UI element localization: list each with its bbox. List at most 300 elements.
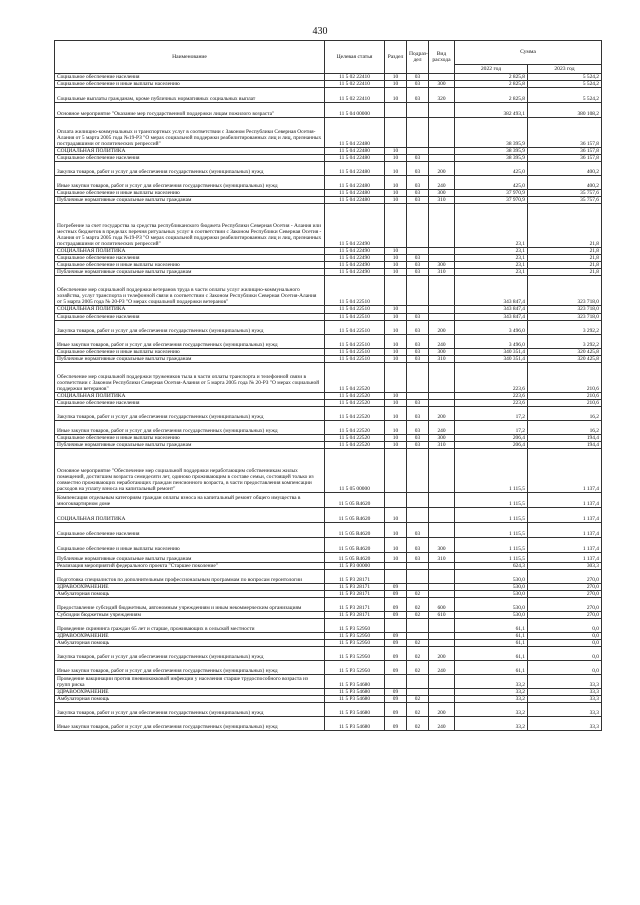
row-target-article: 11 5 04 22510 — [325, 334, 385, 348]
row-subsection: 03 — [407, 313, 429, 320]
row-name: Обеспечение мер социальной поддержки тружеников тыла в части оплаты транспорта и телефонной связи в соответствии с Законом Республики Северная Осетия-Алания от 5 марта 2005 года № 20-РЗ "О мерах социальной поддержки ветеранов" — [55, 362, 325, 392]
row-subsection: 03 — [407, 162, 429, 176]
row-sum-2023: 35 757,6 — [528, 190, 602, 197]
row-subsection: 03 — [407, 190, 429, 197]
table-row — [55, 406, 602, 420]
table-row — [55, 255, 602, 262]
row-target-article: 11 5 02 22410 — [325, 88, 385, 103]
table-row — [55, 306, 602, 313]
row-expense-type: 310 — [429, 269, 455, 276]
row-target-article: 11 5 P3 54680 — [325, 703, 385, 717]
header-subsection: Подраз-дел — [407, 41, 429, 74]
row-sum-2023: 270,0 — [528, 597, 602, 611]
budget-table — [54, 40, 602, 731]
row-target-article: 11 5 P3 28171 — [325, 590, 385, 597]
row-name: Амбулаторная помощь — [55, 640, 325, 647]
row-sum-2023: 21,8 — [528, 269, 602, 276]
row-expense-type: 200 — [429, 162, 455, 176]
row-target-article: 11 5 P3 28171 — [325, 597, 385, 611]
row-name: Погребение за счет государства за средства республиканского бюджета Республики Северная Осетия - Алания или местных бюджетов в пределах перечня ритуальных услуг в соответствии с Законом Республики Северная Осетия - Алания от 5 марта 2005 года №19-РЗ "О мерах социальной поддержки реабилитированных лиц и лиц, признанных пострадавшими от политических репрессий" — [55, 204, 325, 248]
row-section: 10 — [385, 81, 407, 88]
row-name: СОЦИАЛЬНАЯ ПОЛИТИКА — [55, 306, 325, 313]
row-section: 09 — [385, 640, 407, 647]
row-section: 10 — [385, 197, 407, 204]
row-subsection: 02 — [407, 703, 429, 717]
row-section — [385, 569, 407, 583]
table-row — [55, 392, 602, 399]
table-row — [55, 269, 602, 276]
table-row — [55, 334, 602, 348]
row-section: 10 — [385, 441, 407, 448]
row-subsection: 02 — [407, 696, 429, 703]
row-name: Социальное обеспечение и иные выплаты населению — [55, 190, 325, 197]
row-expense-type — [429, 633, 455, 640]
row-target-article: 11 5 04 22510 — [325, 355, 385, 362]
row-name: Предоставление субсидий бюджетным, автономным учреждениям и иным некоммерческим организациям — [55, 597, 325, 611]
row-sum-2022: 206,4 — [455, 434, 528, 441]
row-subsection: 03 — [407, 348, 429, 355]
row-sum-2022: 33,2 — [455, 675, 528, 689]
row-sum-2022: 1 115,5 — [455, 537, 528, 552]
row-name: ЗДРАВООХРАНЕНИЕ — [55, 633, 325, 640]
row-section — [385, 276, 407, 306]
row-target-article: 11 5 04 22520 — [325, 399, 385, 406]
row-target-article: 11 5 04 22490 — [325, 255, 385, 262]
table-row — [55, 597, 602, 611]
row-section — [385, 562, 407, 569]
row-subsection: 03 — [407, 262, 429, 269]
row-sum-2022: 61,1 — [455, 633, 528, 640]
row-sum-2022: 343 847,4 — [455, 313, 528, 320]
row-subsection — [407, 362, 429, 392]
table-row — [55, 313, 602, 320]
row-target-article: 11 5 04 22480 — [325, 155, 385, 162]
row-sum-2023: 323 718,0 — [528, 276, 602, 306]
row-sum-2023: 33,3 — [528, 717, 602, 731]
table-row — [55, 552, 602, 562]
row-expense-type — [429, 148, 455, 155]
table-row — [55, 537, 602, 552]
row-name: Публичные нормативные социальные выплаты гражданам — [55, 355, 325, 362]
row-expense-type: 240 — [429, 176, 455, 190]
table-row — [55, 355, 602, 362]
row-sum-2023: 36 157,8 — [528, 155, 602, 162]
row-sum-2022: 33,2 — [455, 703, 528, 717]
row-name: Амбулаторная помощь — [55, 590, 325, 597]
table-row — [55, 434, 602, 441]
row-name: Социальное обеспечение и иные выплаты населению — [55, 434, 325, 441]
row-sum-2023: 210,6 — [528, 399, 602, 406]
row-subsection: 03 — [407, 434, 429, 441]
row-sum-2022: 343 847,4 — [455, 306, 528, 313]
row-sum-2022: 1 115,5 — [455, 492, 528, 507]
row-sum-2022: 425,0 — [455, 162, 528, 176]
table-row — [55, 262, 602, 269]
row-sum-2023: 210,6 — [528, 392, 602, 399]
row-sum-2023: 16,2 — [528, 420, 602, 434]
row-sum-2022: 61,1 — [455, 619, 528, 633]
row-target-article: 11 5 P3 54680 — [325, 689, 385, 696]
row-expense-type — [429, 590, 455, 597]
row-sum-2022: 23,1 — [455, 248, 528, 255]
row-expense-type: 310 — [429, 441, 455, 448]
row-sum-2023: 1 137,4 — [528, 552, 602, 562]
table-row — [55, 619, 602, 633]
row-name: Публичные нормативные социальные выплаты гражданам — [55, 269, 325, 276]
row-subsection: 02 — [407, 661, 429, 675]
row-expense-type: 610 — [429, 611, 455, 618]
row-sum-2023: 33,3 — [528, 696, 602, 703]
row-target-article: 11 5 04 22520 — [325, 434, 385, 441]
row-sum-2022: 1 115,5 — [455, 522, 528, 537]
row-expense-type: 300 — [429, 81, 455, 88]
table-row — [55, 88, 602, 103]
row-name: Оплата жилищно-коммунальных и транспортных услуг в соответствии с Законом Республики Северная Осетия-Алания от 5 марта 2005 года №19-РЗ "О мерах социальной поддержки реабилитированных лиц и лиц, признанных пострадавшими от политических репрессий" — [55, 118, 325, 148]
row-sum-2023: 35 757,6 — [528, 197, 602, 204]
row-target-article: 11 5 P3 54680 — [325, 696, 385, 703]
row-expense-type — [429, 583, 455, 590]
table-row — [55, 103, 602, 118]
row-sum-2022: 343 847,4 — [455, 276, 528, 306]
row-subsection: 02 — [407, 611, 429, 618]
row-sum-2023: 3 292,2 — [528, 334, 602, 348]
row-name: Закупка товаров, работ и услуг для обеспечения государственных (муниципальных) нужд — [55, 647, 325, 661]
row-target-article: 11 5 04 22490 — [325, 248, 385, 255]
row-section: 10 — [385, 406, 407, 420]
row-subsection — [407, 507, 429, 522]
row-subsection: 02 — [407, 717, 429, 731]
row-sum-2022: 530,0 — [455, 597, 528, 611]
row-expense-type — [429, 675, 455, 689]
row-sum-2023: 380 108,2 — [528, 103, 602, 118]
row-name: Иные закупки товаров, работ и услуг для обеспечения государственных (муниципальных) нужд — [55, 661, 325, 675]
row-sum-2022: 223,6 — [455, 362, 528, 392]
row-subsection — [407, 148, 429, 155]
row-name: Амбулаторная помощь — [55, 696, 325, 703]
row-sum-2023: 1 137,4 — [528, 492, 602, 507]
row-subsection: 03 — [407, 522, 429, 537]
row-name: ЗДРАВООХРАНЕНИЕ — [55, 583, 325, 590]
row-name: Публичные нормативные социальные выплаты гражданам — [55, 552, 325, 562]
row-expense-type: 200 — [429, 320, 455, 334]
table-row — [55, 507, 602, 522]
row-section: 09 — [385, 696, 407, 703]
row-section — [385, 619, 407, 633]
row-section: 09 — [385, 583, 407, 590]
table-row — [55, 675, 602, 689]
row-sum-2022: 1 115,5 — [455, 448, 528, 492]
row-name: СОЦИАЛЬНАЯ ПОЛИТИКА — [55, 392, 325, 399]
table-row — [55, 276, 602, 306]
row-sum-2023: 0,0 — [528, 640, 602, 647]
row-expense-type — [429, 313, 455, 320]
table-row — [55, 562, 602, 569]
table-row — [55, 647, 602, 661]
row-name: СОЦИАЛЬНАЯ ПОЛИТИКА — [55, 507, 325, 522]
row-name: Проведение скрининга граждан 65 лет и старше, проживающих в сельской местности — [55, 619, 325, 633]
row-section: 10 — [385, 537, 407, 552]
table-row — [55, 441, 602, 448]
row-sum-2022: 530,0 — [455, 569, 528, 583]
row-sum-2022: 37 970,9 — [455, 190, 528, 197]
row-subsection: 03 — [407, 255, 429, 262]
row-section: 10 — [385, 434, 407, 441]
row-sum-2022: 1 115,5 — [455, 507, 528, 522]
row-target-article: 11 5 04 22510 — [325, 276, 385, 306]
header-name: Наименование — [55, 41, 325, 74]
row-sum-2023: 16,2 — [528, 406, 602, 420]
row-sum-2022: 223,6 — [455, 399, 528, 406]
table-row — [55, 320, 602, 334]
row-sum-2023: 0,0 — [528, 661, 602, 675]
row-sum-2022: 23,1 — [455, 255, 528, 262]
row-name: Публичные нормативные социальные выплаты гражданам — [55, 441, 325, 448]
row-sum-2022: 206,4 — [455, 441, 528, 448]
row-section — [385, 492, 407, 507]
row-subsection — [407, 583, 429, 590]
row-name: Социальные выплаты гражданам, кроме публичных нормативных социальных выплат — [55, 88, 325, 103]
row-name: СОЦИАЛЬНАЯ ПОЛИТИКА — [55, 248, 325, 255]
row-sum-2023: 1 137,4 — [528, 448, 602, 492]
row-subsection — [407, 103, 429, 118]
row-subsection: 03 — [407, 441, 429, 448]
row-target-article: 11 5 P3 00000 — [325, 562, 385, 569]
row-section — [385, 362, 407, 392]
row-sum-2022: 38 395,9 — [455, 118, 528, 148]
row-subsection — [407, 569, 429, 583]
row-target-article: 11 5 04 22510 — [325, 313, 385, 320]
table-row — [55, 689, 602, 696]
row-target-article: 11 5 P3 54680 — [325, 675, 385, 689]
row-sum-2023: 21,8 — [528, 248, 602, 255]
row-subsection — [407, 562, 429, 569]
row-target-article: 11 5 05 R4620 — [325, 537, 385, 552]
row-target-article: 11 5 04 00000 — [325, 103, 385, 118]
row-target-article: 11 5 04 22490 — [325, 204, 385, 248]
row-expense-type — [429, 392, 455, 399]
row-subsection: 03 — [407, 197, 429, 204]
row-subsection — [407, 204, 429, 248]
table-row — [55, 74, 602, 81]
row-section: 09 — [385, 647, 407, 661]
row-name: Проведение вакцинации против пневмококковой инфекции у населения старше трудоспособного возраста из групп риска — [55, 675, 325, 689]
table-row — [55, 190, 602, 197]
row-target-article: 11 5 P3 52950 — [325, 619, 385, 633]
row-section: 10 — [385, 355, 407, 362]
row-subsection: 03 — [407, 81, 429, 88]
row-sum-2023: 21,8 — [528, 262, 602, 269]
row-subsection: 03 — [407, 334, 429, 348]
row-sum-2022: 23,1 — [455, 262, 528, 269]
row-expense-type — [429, 118, 455, 148]
row-subsection: 03 — [407, 420, 429, 434]
row-section — [385, 448, 407, 492]
row-name: Социальное обеспечение населения — [55, 155, 325, 162]
row-sum-2022: 33,2 — [455, 717, 528, 731]
row-target-article: 11 5 P3 52950 — [325, 647, 385, 661]
row-subsection: 02 — [407, 597, 429, 611]
row-sum-2022: 425,0 — [455, 176, 528, 190]
row-target-article: 11 5 04 22510 — [325, 320, 385, 334]
row-name: СОЦИАЛЬНАЯ ПОЛИТИКА — [55, 148, 325, 155]
table-row — [55, 590, 602, 597]
row-target-article: 11 5 P3 28171 — [325, 611, 385, 618]
row-expense-type: 300 — [429, 190, 455, 197]
row-section: 09 — [385, 597, 407, 611]
row-name: Субсидии бюджетным учреждениям — [55, 611, 325, 618]
row-target-article: 11 5 02 22410 — [325, 81, 385, 88]
table-row — [55, 492, 602, 507]
row-sum-2023: 1 137,4 — [528, 522, 602, 537]
row-section: 09 — [385, 717, 407, 731]
row-section: 10 — [385, 522, 407, 537]
row-expense-type: 240 — [429, 420, 455, 434]
row-sum-2022: 340 351,4 — [455, 348, 528, 355]
row-expense-type: 240 — [429, 661, 455, 675]
row-target-article: 11 5 04 22520 — [325, 441, 385, 448]
row-subsection — [407, 276, 429, 306]
row-sum-2022: 61,1 — [455, 640, 528, 647]
row-name: Закупка товаров, работ и услуг для обеспечения государственных (муниципальных) нужд — [55, 162, 325, 176]
row-section: 10 — [385, 552, 407, 562]
table-row — [55, 248, 602, 255]
row-target-article: 11 5 04 22480 — [325, 190, 385, 197]
row-sum-2023: 320 425,8 — [528, 348, 602, 355]
table-row — [55, 420, 602, 434]
row-expense-type: 310 — [429, 552, 455, 562]
header-target-article: Целевая статья — [325, 41, 385, 74]
row-target-article: 11 5 04 22490 — [325, 269, 385, 276]
row-target-article: 11 5 04 22480 — [325, 197, 385, 204]
row-subsection: 02 — [407, 640, 429, 647]
row-sum-2022: 624,3 — [455, 562, 528, 569]
row-target-article: 11 5 05 00000 — [325, 448, 385, 492]
row-subsection: 03 — [407, 320, 429, 334]
row-expense-type — [429, 689, 455, 696]
row-sum-2022: 23,1 — [455, 204, 528, 248]
row-name: Подготовка специалистов по дополнительным профессиональным программам по вопросам геронтологии — [55, 569, 325, 583]
row-sum-2022: 340 351,4 — [455, 355, 528, 362]
row-target-article: 11 5 05 R4620 — [325, 522, 385, 537]
row-expense-type: 300 — [429, 537, 455, 552]
table-row — [55, 399, 602, 406]
row-section: 10 — [385, 248, 407, 255]
table-body — [55, 74, 602, 731]
row-target-article: 11 5 02 22410 — [325, 74, 385, 81]
row-subsection: 03 — [407, 155, 429, 162]
row-sum-2023: 320 425,8 — [528, 355, 602, 362]
row-expense-type: 300 — [429, 348, 455, 355]
row-sum-2022: 61,1 — [455, 661, 528, 675]
row-sum-2022: 3 496,0 — [455, 334, 528, 348]
row-name: Закупка товаров, работ и услуг для обеспечения государственных (муниципальных) нужд — [55, 406, 325, 420]
row-target-article: 11 5 P3 52950 — [325, 633, 385, 640]
row-subsection — [407, 448, 429, 492]
row-sum-2023: 194,4 — [528, 441, 602, 448]
row-sum-2023: 323 718,0 — [528, 313, 602, 320]
row-sum-2022: 33,2 — [455, 696, 528, 703]
row-sum-2022: 530,0 — [455, 583, 528, 590]
row-target-article: 11 5 05 R4620 — [325, 507, 385, 522]
row-sum-2023: 210,6 — [528, 362, 602, 392]
row-sum-2022: 17,2 — [455, 420, 528, 434]
row-subsection: 03 — [407, 88, 429, 103]
row-sum-2023: 5 524,2 — [528, 88, 602, 103]
row-expense-type — [429, 640, 455, 647]
table-row — [55, 348, 602, 355]
row-section — [385, 204, 407, 248]
row-name: Иные закупки товаров, работ и услуг для обеспечения государственных (муниципальных) нужд — [55, 176, 325, 190]
row-subsection: 02 — [407, 590, 429, 597]
row-section: 10 — [385, 269, 407, 276]
row-sum-2023: 270,0 — [528, 583, 602, 590]
row-expense-type — [429, 619, 455, 633]
row-sum-2022: 61,1 — [455, 647, 528, 661]
row-sum-2022: 2 825,8 — [455, 88, 528, 103]
row-subsection: 03 — [407, 74, 429, 81]
row-section: 10 — [385, 190, 407, 197]
row-sum-2023: 1 137,4 — [528, 537, 602, 552]
row-sum-2022: 2 825,8 — [455, 74, 528, 81]
row-expense-type — [429, 696, 455, 703]
row-section: 10 — [385, 162, 407, 176]
row-target-article: 11 5 04 22490 — [325, 262, 385, 269]
row-sum-2023: 270,0 — [528, 590, 602, 597]
row-sum-2022: 2 825,8 — [455, 81, 528, 88]
row-target-article: 11 5 04 22520 — [325, 362, 385, 392]
row-sum-2022: 17,2 — [455, 406, 528, 420]
row-sum-2023: 36 157,8 — [528, 148, 602, 155]
row-subsection — [407, 118, 429, 148]
row-expense-type — [429, 248, 455, 255]
row-sum-2023: 36 157,8 — [528, 118, 602, 148]
row-target-article: 11 5 05 R4620 — [325, 492, 385, 507]
row-sum-2023: 0,0 — [528, 619, 602, 633]
row-target-article: 11 5 04 22520 — [325, 392, 385, 399]
row-name: Социальное обеспечение и иные выплаты населению — [55, 262, 325, 269]
row-section: 10 — [385, 155, 407, 162]
row-sum-2022: 530,0 — [455, 590, 528, 597]
row-subsection — [407, 306, 429, 313]
row-target-article: 11 5 04 22480 — [325, 162, 385, 176]
row-section: 10 — [385, 334, 407, 348]
row-expense-type — [429, 155, 455, 162]
row-expense-type — [429, 255, 455, 262]
row-name: Социальное обеспечение и иные выплаты населению — [55, 81, 325, 88]
row-name: Закупка товаров, работ и услуг для обеспечения государственных (муниципальных) нужд — [55, 703, 325, 717]
row-section: 10 — [385, 348, 407, 355]
row-section: 10 — [385, 306, 407, 313]
table-row — [55, 81, 602, 88]
row-name: Социальное обеспечение и иные выплаты населению — [55, 348, 325, 355]
row-name: Закупка товаров, работ и услуг для обеспечения государственных (муниципальных) нужд — [55, 320, 325, 334]
row-expense-type: 240 — [429, 334, 455, 348]
row-sum-2023: 303,3 — [528, 562, 602, 569]
row-subsection: 03 — [407, 537, 429, 552]
row-subsection: 03 — [407, 406, 429, 420]
row-subsection — [407, 492, 429, 507]
row-section: 10 — [385, 507, 407, 522]
row-target-article: 11 5 04 22520 — [325, 406, 385, 420]
row-expense-type — [429, 448, 455, 492]
row-name: Обеспечение мер социальной поддержки ветеранов труда в части оплаты услуг жилищно-коммунального хозяйства, услуг транспорта и телефонной связи в соответствии с Законом Республики Северная Осетия-Алания от 5 марта 2005 года № 20-РЗ "О мерах социальной поддержки ветеранов" — [55, 276, 325, 306]
row-expense-type: 200 — [429, 703, 455, 717]
table-row — [55, 118, 602, 148]
row-expense-type: 310 — [429, 197, 455, 204]
row-section: 09 — [385, 611, 407, 618]
row-sum-2023: 0,0 — [528, 633, 602, 640]
row-sum-2023: 21,8 — [528, 255, 602, 262]
